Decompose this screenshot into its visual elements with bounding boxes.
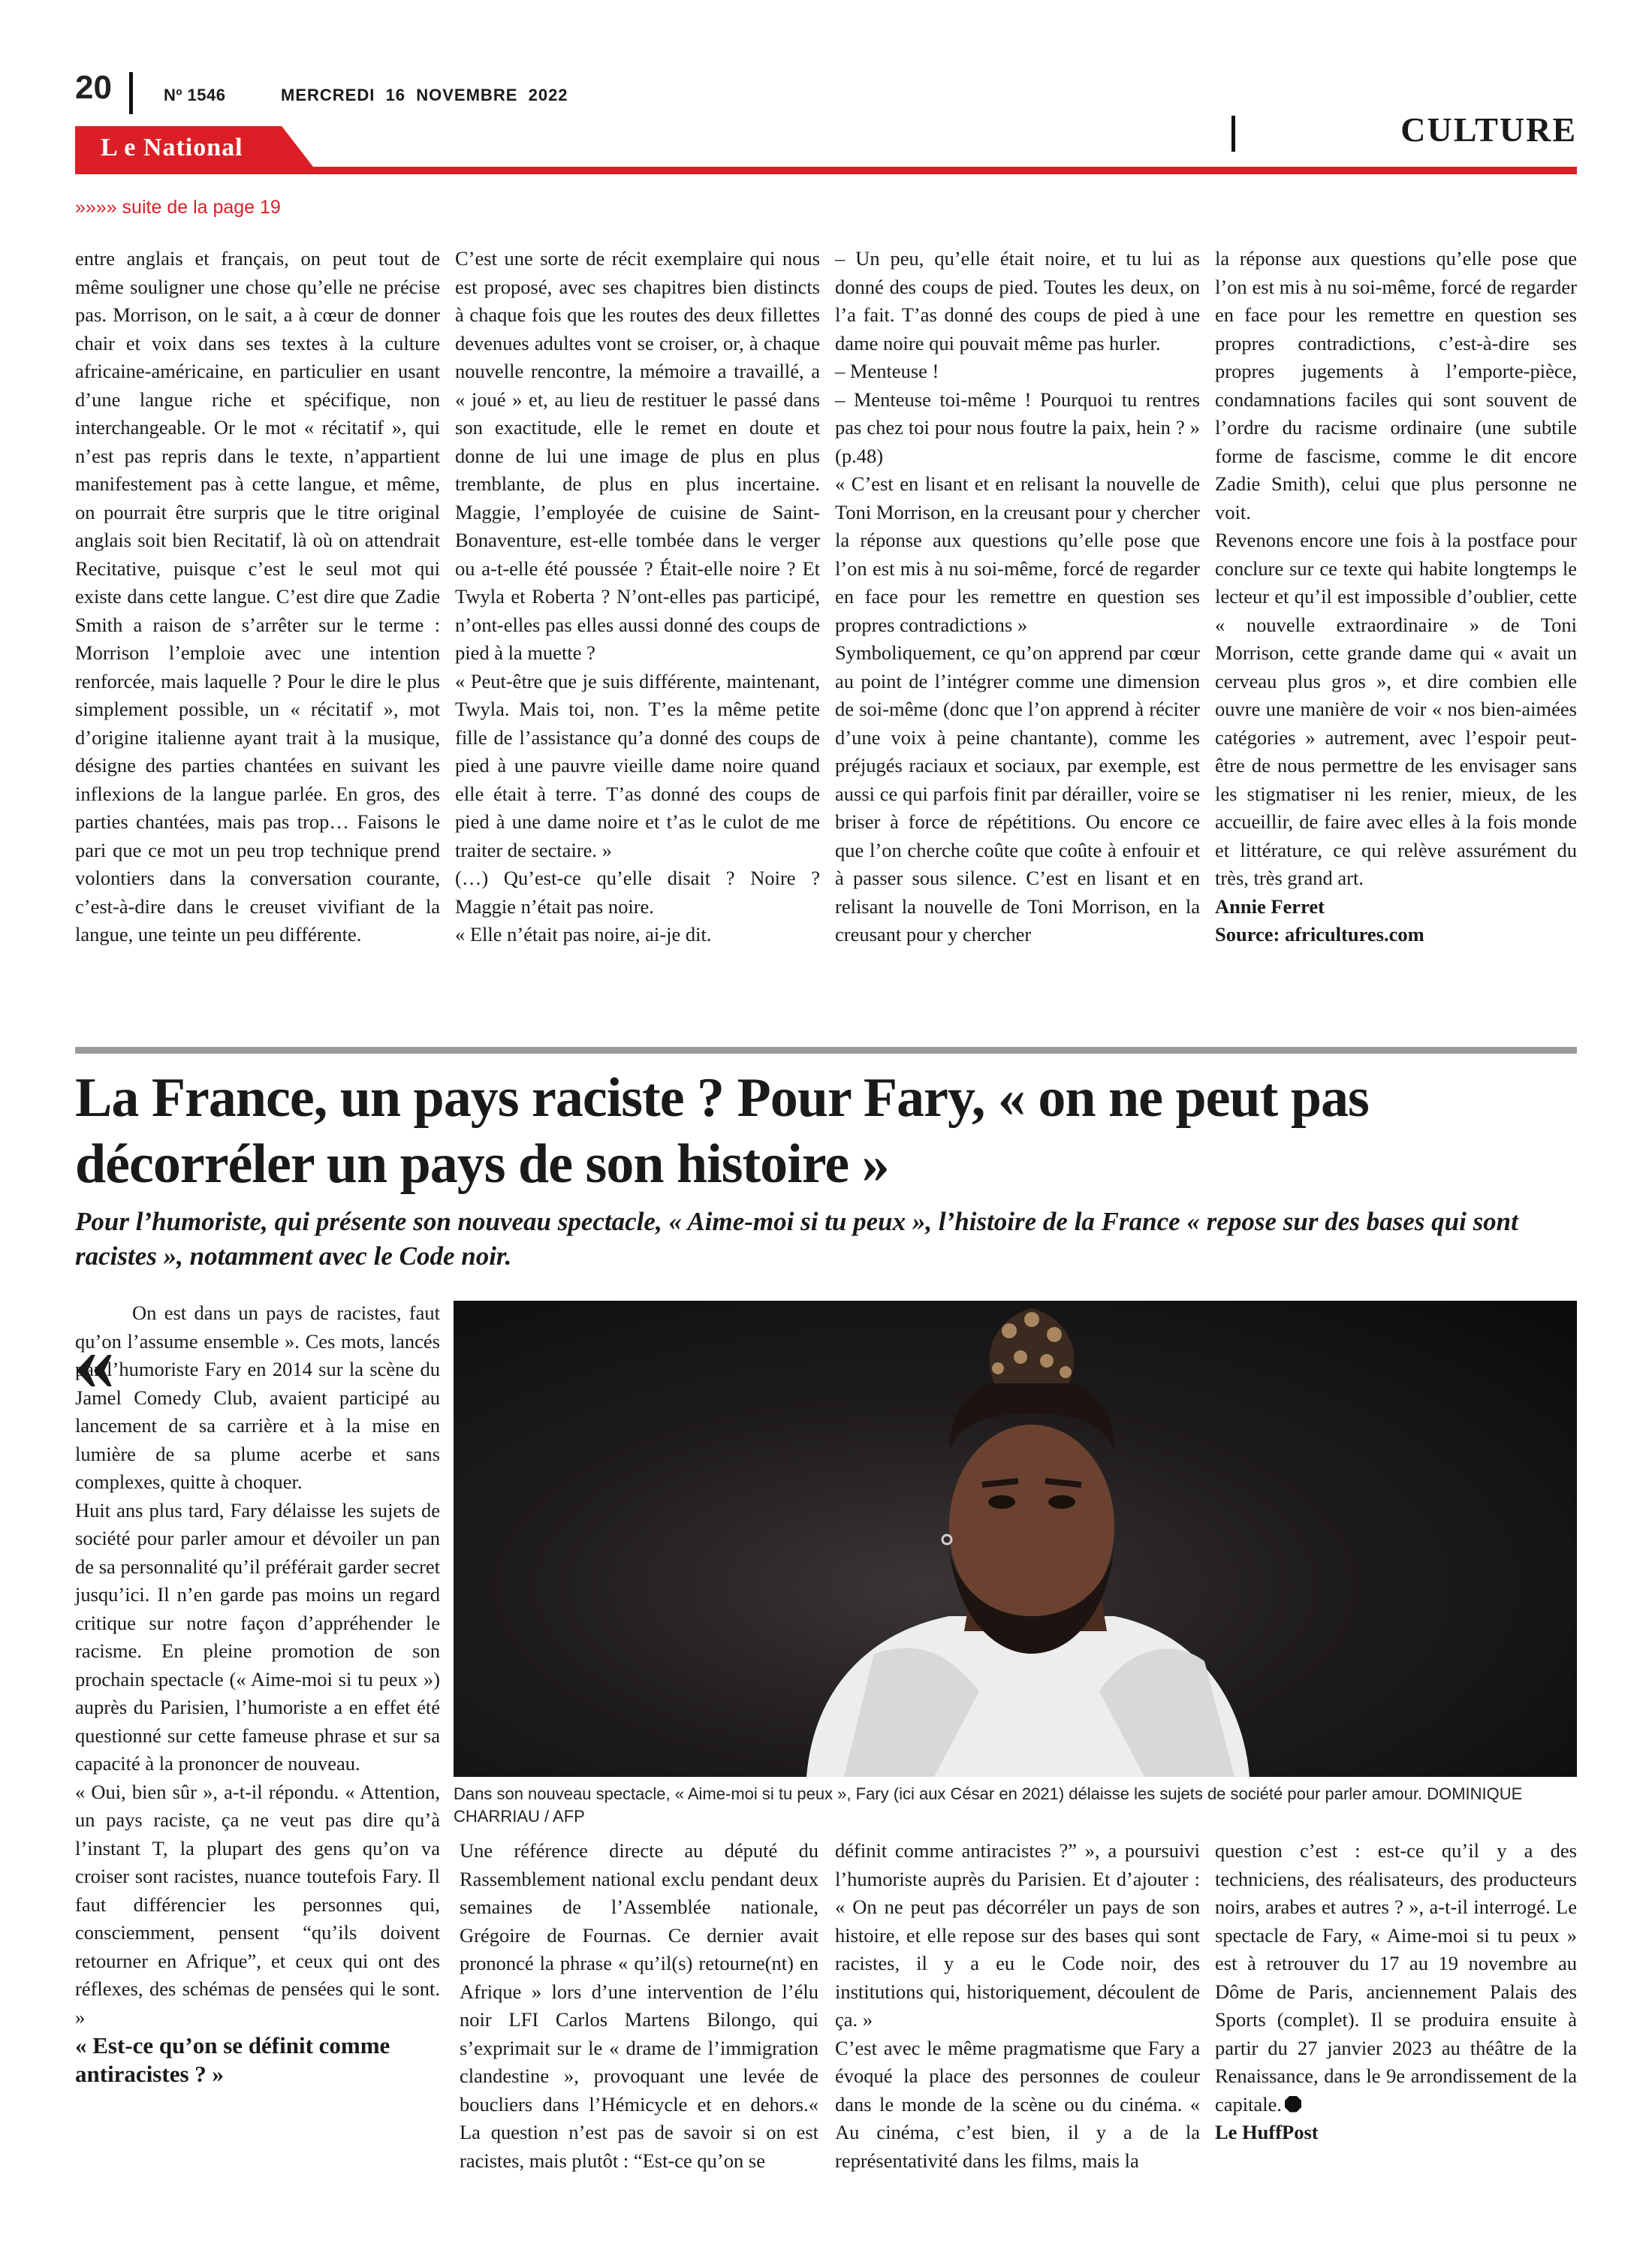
paragraph: définit comme antiracistes ?” », a poursuivi l’humoriste auprès du Parisien. Et d’ajouter : « On ne peut pas décorréler un pays de son histoire, et elle repose sur des bases qui sont racistes, il y a eu le Code noir, des institutions qui, historiquement, découlent de ça. » bbox=[835, 1839, 1200, 2031]
lead-paragraph: On est dans un pays de racistes, faut qu’on l’assume ensemble ». Ces mots, lancés par l’humoriste Fary en 2014 sur la scène du Jamel Comedy Club, avaient participé au lancement de sa carrière et à la mise en lumière de sa plume acerbe et sans complexes, quitte à choquer. bbox=[75, 1301, 440, 1493]
paragraph: – Menteuse ! bbox=[835, 360, 939, 382]
article-separator bbox=[75, 1047, 1577, 1054]
paragraph: « C’est en lisant et en relisant la nouvelle de Toni Morrison, en la creusant pour y chercher la réponse aux questions qu’elle pose que l’on est mis à nu soi-même, forcé de regarder en face pour les remettre en question ses propres contradictions » bbox=[835, 472, 1200, 636]
paragraph: la réponse aux questions qu’elle pose que l’on est mis à nu soi-même, forcé de regarder en face pour les remettre en question ses propres contradictions, c’est-à-dire ses propres jugements à l’emporte-pièce, condamnations faciles qui sont souvent de l’ordre du racisme ordinaire (une subtile forme de fascisme, comme le dit encore Zadie Smith), celui que plus personne ne voit. bbox=[1215, 247, 1577, 523]
subheading: « Est-ce qu’on se définit comme antiracistes ? » bbox=[75, 2032, 390, 2087]
article-source: Le HuffPost bbox=[1215, 2121, 1319, 2143]
paragraph: – Menteuse toi-même ! Pourquoi tu rentres pas chez toi pour nous foutre la paix, hein ? » (p.48) bbox=[835, 388, 1200, 467]
article2-column-4 bbox=[1215, 1837, 1577, 2147]
article1-column-1 bbox=[75, 245, 440, 949]
headline: La France, un pays raciste ? Pour Fary, « on ne peut pas décorréler un pays de son histoire » bbox=[75, 1067, 1369, 1195]
article1-column-3 bbox=[835, 245, 1200, 949]
paragraph: Huit ans plus tard, Fary délaisse les sujets de société pour parler amour et dévoiler un pan de sa personnalité qu’il préférait garder secret jusqu’ici. Il n’en garde pas moins un regard critique sur notre façon d’appréhender le racisme. En pleine promotion de son prochain spectacle (« Aime-moi si tu peux ») auprès du Parisien, l’humoriste a en effet été questionné sur cette fameuse phrase et sur sa capacité à la prononcer de nouveau. bbox=[75, 1498, 440, 1775]
fary-photo bbox=[454, 1301, 1577, 1777]
paragraph: C’est une sorte de récit exemplaire qui nous est proposé, avec ses chapitres bien distincts à chaque fois que les routes des deux fillettes devenues adultes vont se croiser, or, à chaque nouvelle rencontre, la mémoire a travaillé, a « joué » et, au lieu de restituer le passé dans son exactitude, elle le remet en doute et donne de lui une image de plus en plus tremblante, de plus en plus incertaine. Maggie, l’employée de cuisine de Saint-Bonaventure, est-elle tombée dans le verger ou a-t-elle été poussée ? Était-elle noire ? Et Twyla et Roberta ? N’ont-elles pas participé, n’ont-elles pas elles aussi donné des coups de pied à la muette ? bbox=[455, 247, 820, 664]
paragraph: « Elle n’était pas noire, ai-je dit. bbox=[455, 923, 712, 946]
article2-column-3 bbox=[835, 1837, 1200, 2175]
portrait-illustration bbox=[454, 1301, 1577, 1777]
issue-number: Nº 1546 bbox=[164, 86, 226, 104]
article1-column-4 bbox=[1215, 245, 1577, 949]
article-deck: Pour l’humoriste, qui présente son nouveau spectacle, « Aime-moi si tu peux », l’histoire de la France « repose sur des bases qui sont racistes », notamment avec le Code noir. bbox=[75, 1207, 1518, 1271]
paragraph: « Oui, bien sûr », a-t-il répondu. « Attention, un pays raciste, ça ne veut pas dire qu’à l’instant T, la plupart des gens qu’on va croiser sont racistes, nuance toutefois Fary. Il faut différencier les personnes qui, consciemment, pensent “qu’ils doivent retourner en Afrique”, et ceux qui ont des réflexes, des schémas de pensées qui le sont. » bbox=[75, 1780, 440, 2028]
paragraph: (…) Qu’est-ce qu’elle disait ? Noire ? Maggie n’était pas noire. bbox=[455, 867, 820, 918]
article2-column-2 bbox=[460, 1837, 818, 2175]
paragraph: C’est avec le même pragmatisme que Fary a évoqué la place des personnes de couleur dans le monde de la scène ou du cinéma. « Au cinéma, c’est bien, il y a de la représentativité dans les films, mais la bbox=[835, 2036, 1200, 2172]
issue-date: MERCREDI 16 NOVEMBRE 2022 bbox=[281, 86, 568, 104]
article-source: Source: africultures.com bbox=[1215, 923, 1424, 946]
article2-column-1 bbox=[75, 1299, 440, 2089]
page-number: 20 bbox=[75, 69, 112, 106]
paragraph: entre anglais et français, on peut tout de même souligner une chose qu’elle ne précise pas. Morrison, on le sait, a à cœur de donner chair et voix dans ses textes à la culture africaine-américaine, en particulier en usant d’une langue riche et spécifique, non interchangeable. Or le mot « récitatif », qui n’est pas repris dans le texte, n’appartient manifestement pas à cette langue, et même, on pourrait être surpris que le titre original anglais soit bien Recitatif, là où on attendrait Recitative, puisque c’est le seul mot qui existe dans cette langue. C’est dire que Zadie Smith a raison de s’arrêter sur le terme : Morrison l’emploie avec une intention renforcée, mais laquelle ? Pour le dire le plus simplement possible, un « récitatif », mot d’origine italienne ayant trait à la musique, désigne des parties chantées en suivant les inflexions de la langue parlée. En gros, des parties chantées, mais pas trop… Faisons le pari que ce mot un peu trop technique prend volontiers dans la conversation courante, c’est-à-dire dans le creuset vivifiant de la langue, une teinte un peu différente. bbox=[75, 247, 440, 946]
photo-caption: Dans son nouveau spectacle, « Aime-moi si tu peux », Fary (ici aux César en 2021) délaisse les sujets de société pour parler amour. DOMINIQUE CHARRIAU / AFP bbox=[454, 1784, 1523, 1826]
paragraph: Revenons encore une fois à la postface pour conclure sur ce texte qui habite longtemps le lecteur et qu’il est impossible d’oublier, cette « nouvelle extraordinaire » de Toni Morrison, cette grande dame qui « avait un cerveau plus gros », et dire combien elle ouvre une manière de voir « nos bien-aimées catégories » autrement, avec l’espoir peut-être de nous permettre de les envisager sans les stigmatiser ni les renier, mieux, de les accueillir, de faire avec elles à la fois monde et littérature, ce qui relève assurément du très, très grand art. bbox=[1215, 529, 1577, 889]
paragraph: – Un peu, qu’elle était noire, et tu lui as donné des coups de pied. Toutes les deux, on l’a fait. T’as donné des coups de pied à une dame noire qui pouvait même pas hurler. bbox=[835, 247, 1200, 354]
end-mark-icon bbox=[1285, 2096, 1301, 2113]
paragraph bbox=[1215, 1837, 1577, 2119]
drop-quote-mark: « bbox=[74, 1316, 115, 1407]
paragraph-text: question c’est : est-ce qu’il y a des techniciens, des réalisateurs, des producteurs noirs, arabes et autres ? », a-t-il interrogé. Le spectacle de Fary, « Aime-moi si tu peux » est à retrouver du 17 au 19 novembre au Dôme de Paris, anciennement Palais des Sports (complet). Il se produira ensuite à partir du 27 janvier 2023 au théâtre de la Renaissance, dans le 9e arrondissement de la capitale. bbox=[1215, 1839, 1577, 2116]
newspaper-name: L e National bbox=[101, 134, 243, 161]
paragraph: Une référence directe au député du Rassemblement national exclu pendant deux semaines de l’Assemblée nationale, Grégoire de Fournas. Ce dernier avait prononcé la phrase « qu’il(s) retourne(nt) en Afrique » lors d’une intervention de l’élu noir LFI Carlos Martens Bilongo, qui s’exprimait sur le « drame de l’immigration clandestine », provoquant une levée de boucliers dans l’Hémicycle et en dehors.« La question n’est pas de savoir si on est racistes, mais plutôt : “Est-ce qu’on se bbox=[460, 1839, 818, 2172]
continued-from: »»»» suite de la page 19 bbox=[75, 197, 281, 218]
page-number-divider bbox=[129, 72, 133, 114]
section-title: CULTURE bbox=[1400, 110, 1577, 149]
section-divider bbox=[1231, 116, 1235, 152]
author-name: Annie Ferret bbox=[1215, 894, 1325, 918]
paragraph: « Peut-être que je suis différente, maintenant, Twyla. Mais toi, non. T’es la même petite fille de l’assistance qu’a donné des coups de pied à une pauvre vieille dame noire quand elle était à terre. T’as donné des coups de pied à une dame noire et t’as le culot de me traiter de sectaire. » bbox=[455, 669, 820, 861]
article1-column-2 bbox=[455, 245, 820, 949]
paragraph: Symboliquement, ce qu’on apprend par cœur au point de l’intégrer comme une dimension de soi-même (donc que l’on apprend à réciter d’une voix à peine chantante), comme les préjugés raciaux et sociaux, par exemple, est aussi ce qui parfois finit par dérailler, voire se briser à force de répétitions. Ou encore ce que l’on cherche coûte que coûte à enfouir et à passer sous silence. C’est en lisant et en relisant la nouvelle de Toni Morrison, en la creusant pour y chercher bbox=[835, 641, 1200, 946]
